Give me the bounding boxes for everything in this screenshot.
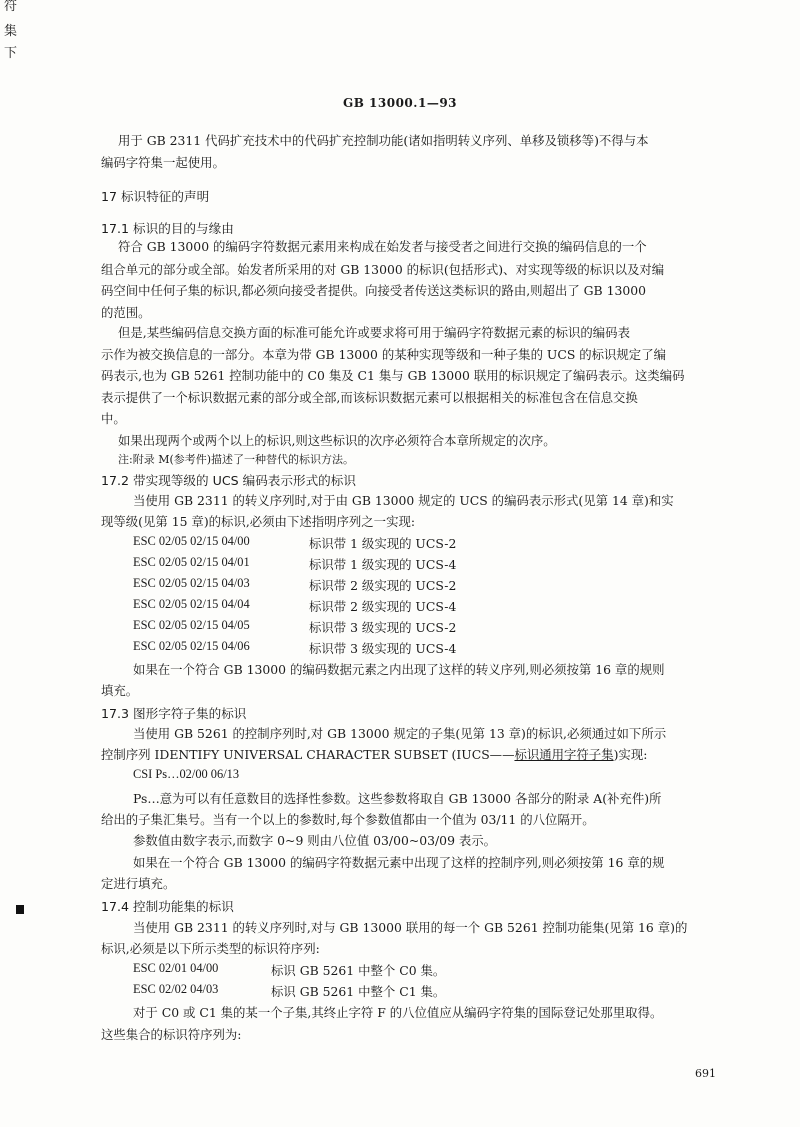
s173-p2-line-1: Ps…意为可以有任意数目的选择性参数。这些参数将取自 GB 13000 各部分的附录 A(补充件)所 xyxy=(133,791,662,806)
s171-p3: 如果出现两个或两个以上的标识,则这些标识的次序必须符合本章所规定的次序。 xyxy=(118,433,556,448)
esc-sequence-desc: 标识 GB 5261 中整个 C0 集。 xyxy=(271,963,446,978)
section-17-heading: 17 标识特征的声明 xyxy=(101,189,210,204)
esc-sequence-desc: 标识带 1 级实现的 UCS-4 xyxy=(309,557,457,572)
s171-p2-line-5: 中。 xyxy=(101,411,126,426)
esc-sequence-code: ESC 02/02 04/03 xyxy=(133,982,219,996)
s173-line-2-a: 控制序列 IDENTIFY UNIVERSAL CHARACTER SUBSET (IUCS—— xyxy=(101,747,515,762)
esc-sequence-code: ESC 02/05 02/15 04/00 xyxy=(133,534,250,548)
section-17-4-heading: 17.4 控制功能集的标识 xyxy=(101,899,234,914)
running-header: GB 13000.1—93 xyxy=(342,96,458,110)
edge-char-2: 集 xyxy=(4,24,18,39)
s171-p1-line-2: 组合单元的部分或全部。始发者所采用的对 GB 13000 的标识(包括形式)、对实现等级的标识以及对编 xyxy=(101,262,665,277)
edge-char-3: 下 xyxy=(4,46,18,61)
esc-sequence-code: ESC 02/01 04/00 xyxy=(133,961,219,975)
s173-p2-line-2: 给出的子集汇集号。当有一个以上的参数时,每个参数值都由一个值为 03/11 的八位隔开。 xyxy=(101,812,595,827)
page-number: 691 xyxy=(695,1067,716,1080)
s173-line-2-underlined: 标识通用字符子集 xyxy=(514,747,614,762)
csi-sequence: CSI Ps…02/00 06/13 xyxy=(133,767,240,781)
s174-p2-line-2: 这些集合的标识符序列为: xyxy=(101,1027,242,1042)
s171-p2-line-1: 但是,某些编码信息交换方面的标准可能允许或要求将可用于编码字符数据元素的标识的编码表 xyxy=(118,325,630,340)
s174-p1-line-1: 当使用 GB 2311 的转义序列时,对与 GB 13000 联用的每一个 GB 5261 控制功能集(见第 16 章)的 xyxy=(133,920,688,935)
s171-p1-line-1: 符合 GB 13000 的编码字符数据元素用来构成在始发者与接受者之间进行交换的编码信息的一个 xyxy=(118,239,647,254)
s174-p1-line-2: 标识,必须是以下所示类型的标识符序列: xyxy=(101,941,320,956)
esc-sequence-desc: 标识带 3 级实现的 UCS-2 xyxy=(309,620,457,635)
esc-sequence-code: ESC 02/05 02/15 04/06 xyxy=(133,639,250,653)
esc-sequence-code: ESC 02/05 02/15 04/04 xyxy=(133,597,250,611)
edge-char-1: 符 xyxy=(4,0,18,14)
esc-sequence-desc: 标识带 1 级实现的 UCS-2 xyxy=(309,536,457,551)
s172-p2-line-1: 如果在一个符合 GB 13000 的编码数据元素之内出现了这样的转义序列,则必须按第 16 章的规则 xyxy=(133,662,665,677)
s173-line-2 xyxy=(101,745,647,763)
s172-p2-line-2: 填充。 xyxy=(101,683,139,698)
s172-p1-line-1: 当使用 GB 2311 的转义序列时,对于由 GB 13000 规定的 UCS 的编码表示形式(见第 14 章)和实 xyxy=(133,493,674,508)
intro-line-1: 用于 GB 2311 代码扩充技术中的代码扩充控制功能(诸如指明转义序列、单移及锁移等)不得与本 xyxy=(118,133,649,148)
esc-sequence-desc: 标识带 2 级实现的 UCS-4 xyxy=(309,599,457,614)
s173-p3: 参数值由数字表示,而数字 0~9 则由八位值 03/00~03/09 表示。 xyxy=(133,833,497,848)
s174-p2-line-1: 对于 C0 或 C1 集的某一个子集,其终止字符 F 的八位值应从编码字符集的国际登记处那里取得。 xyxy=(133,1005,663,1020)
section-17-3-heading: 17.3 图形字符子集的标识 xyxy=(101,706,247,721)
intro-line-2: 编码字符集一起使用。 xyxy=(101,155,225,170)
section-17-1-heading: 17.1 标识的目的与缘由 xyxy=(101,221,234,236)
esc-sequence-desc: 标识带 3 级实现的 UCS-4 xyxy=(309,641,457,656)
s171-p2-line-2: 示作为被交换信息的一部分。本章为带 GB 13000 的某种实现等级和一种子集的 UCS 的标识规定了编 xyxy=(101,347,666,362)
s173-p4-line-2: 定进行填充。 xyxy=(101,876,176,891)
s172-p1-line-2: 现等级(见第 15 章)的标识,必须由下述指明序列之一实现: xyxy=(101,514,416,529)
s171-p1-line-4: 的范围。 xyxy=(101,305,151,320)
esc-sequence-code: ESC 02/05 02/15 04/05 xyxy=(133,618,250,632)
esc-sequence-code: ESC 02/05 02/15 04/03 xyxy=(133,576,250,590)
s171-p2-line-4: 表示提供了一个标识数据元素的部分或全部,而该标识数据元素可以根据相关的标准包含在信息交换 xyxy=(101,390,638,405)
s171-p1-line-3: 码空间中任何子集的标识,都必须向接受者提供。向接受者传送这类标识的路由,则超出了 GB 13000 xyxy=(101,283,647,298)
s173-line-1: 当使用 GB 5261 的控制序列时,对 GB 13000 规定的子集(见第 13 章)的标识,必须通过如下所示 xyxy=(133,726,667,741)
esc-sequence-desc: 标识带 2 级实现的 UCS-2 xyxy=(309,578,457,593)
s173-line-2-b: )实现: xyxy=(613,747,648,762)
margin-square-mark xyxy=(16,905,24,914)
s171-note: 注:附录 M(参考件)描述了一种替代的标识方法。 xyxy=(118,453,355,466)
s173-p4-line-1: 如果在一个符合 GB 13000 的编码字符数据元素中出现了这样的控制序列,则必须按第 16 章的规 xyxy=(133,855,665,870)
section-17-2-heading: 17.2 带实现等级的 UCS 编码表示形式的标识 xyxy=(101,473,356,488)
esc-sequence-desc: 标识 GB 5261 中整个 C1 集。 xyxy=(271,984,446,999)
s171-p2-line-3: 码表示,也为 GB 5261 控制功能中的 C0 集及 C1 集与 GB 13000 联用的标识规定了编码表示。这类编码 xyxy=(101,368,685,383)
esc-sequence-code: ESC 02/05 02/15 04/01 xyxy=(133,555,250,569)
